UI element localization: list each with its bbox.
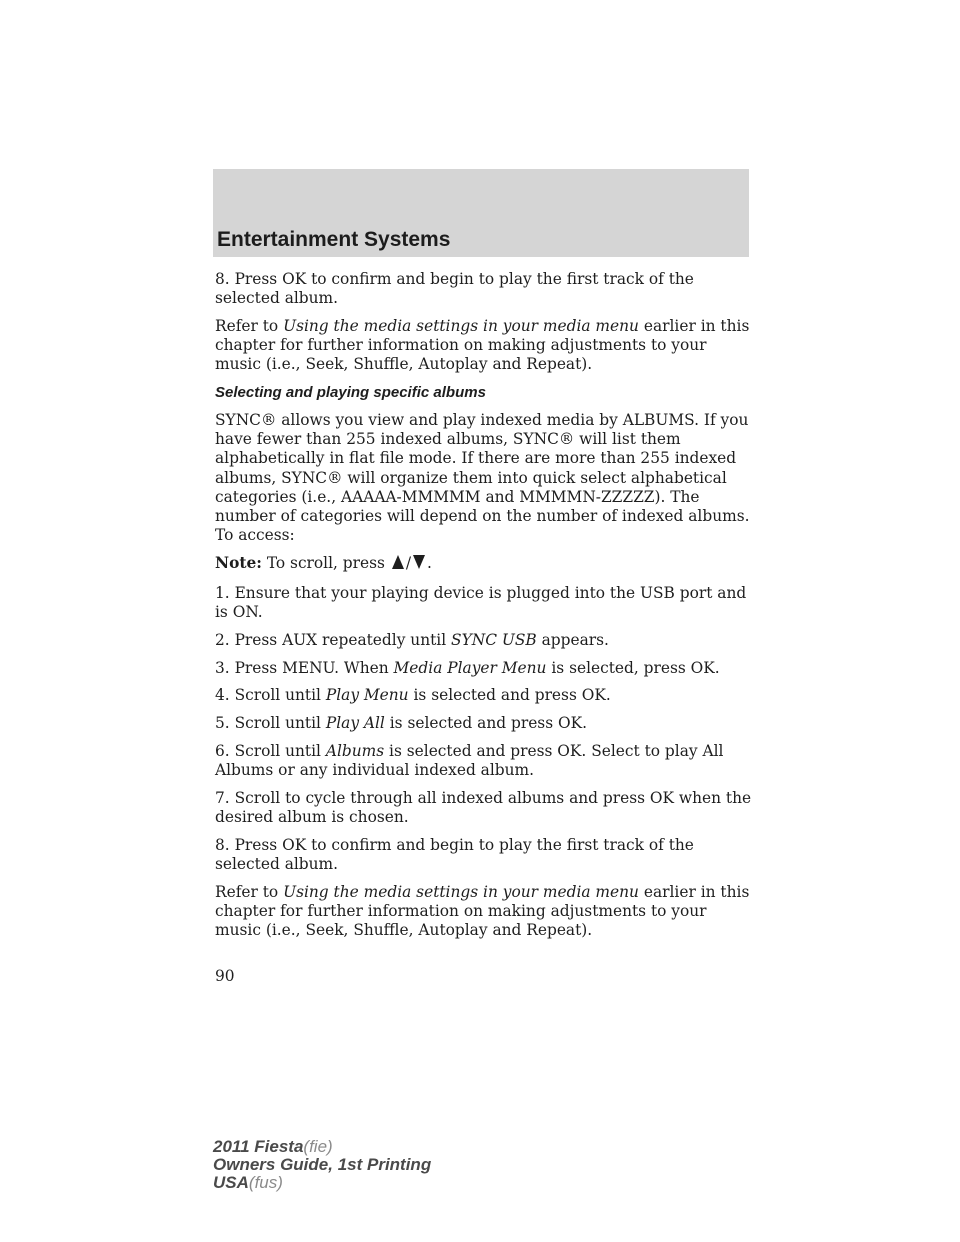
note-label: Note: (215, 554, 262, 573)
note-text: To scroll, press (261, 554, 390, 573)
footer-line-3 (213, 1174, 431, 1192)
print-footer (213, 1138, 431, 1192)
refer-suffix-bottom: earlier in this chapter for further information on making adjustments to your music (i.e., Seek, Shuffle, Autoplay and Repeat). (215, 883, 750, 940)
footer-market-code: (fus) (248, 1173, 283, 1192)
step-5-suffix: is selected and press OK. (384, 714, 588, 733)
step-2 (215, 631, 755, 650)
down-arrow-icon (412, 554, 426, 575)
up-arrow-icon (391, 554, 405, 575)
step-4 (215, 686, 755, 705)
refer-paragraph-bottom (215, 883, 755, 941)
footer-model-code: (fie) (303, 1137, 333, 1156)
section-title: Entertainment Systems (217, 228, 451, 251)
intro-paragraph: SYNC® allows you view and play indexed media by ALBUMS. If you have fewer than 255 indexed albums, SYNC® will list them alphabetically in flat file mode. If there are more than 255 indexed albums, SYNC® will organize them into quick select alphabetical categories (i.e., AAAAA-MMMMM and MMMMN-ZZZZZ). The number of categories will depend on the number of indexed albums. (215, 411, 750, 526)
step-1: 1. Ensure that your playing device is plugged into the USB port and is ON. (215, 583, 747, 622)
page-content (215, 270, 755, 949)
step-4-prefix: 4. Scroll until (215, 686, 326, 705)
refer-link-text-bottom: Using the media settings in your media menu (283, 883, 639, 901)
note-end: . (427, 554, 432, 573)
note-paragraph (215, 554, 755, 575)
step-3-emphasis: Media Player Menu (393, 658, 547, 677)
refer-prefix: Refer to (215, 317, 284, 335)
step-6 (215, 742, 755, 780)
footer-model: 2011 Fiesta (213, 1137, 304, 1156)
step-8-paragraph: 8. Press OK to confirm and begin to play the first track of the selected album. (215, 270, 694, 308)
step-6-prefix: 6. Scroll until (215, 742, 326, 760)
step-2-prefix: 2. Press AUX repeatedly until (215, 630, 452, 649)
section-header-band (213, 169, 749, 257)
page-number: 90 (215, 967, 235, 985)
refer-paragraph (215, 317, 755, 375)
refer-prefix-bottom: Refer to (215, 883, 284, 901)
footer-line-1 (213, 1138, 431, 1156)
step-5-emphasis: Play All (325, 714, 385, 733)
step-5-prefix: 5. Scroll until (215, 714, 326, 733)
step-6-suffix: is selected and press OK. Select to play All Albums or any individual indexed album. (215, 742, 724, 780)
footer-line-2: Owners Guide, 1st Printing (213, 1155, 432, 1174)
step-5 (215, 714, 755, 733)
step-3 (215, 659, 755, 678)
step-8: 8. Press OK to confirm and begin to play the first track of the selected album. (215, 836, 694, 874)
step-6-emphasis: Albums (325, 742, 385, 760)
section-heading: Selecting and playing specific albums (215, 384, 486, 402)
step-2-emphasis: SYNC USB (451, 630, 537, 649)
refer-link-text: Using the media settings in your media menu (283, 317, 639, 335)
step-3-suffix: is selected, press OK. (546, 658, 720, 677)
footer-market: USA (213, 1173, 249, 1192)
step-7: 7. Scroll to cycle through all indexed albums and press OK when the desired album is chosen. (215, 789, 752, 827)
to-access-line: To access: (215, 526, 295, 545)
step-4-suffix: is selected and press OK. (408, 686, 611, 705)
step-3-prefix: 3. Press MENU. When (215, 658, 394, 677)
note-separator: / (405, 554, 412, 573)
step-2-suffix: appears. (536, 630, 609, 649)
refer-suffix: earlier in this chapter for further information on making adjustments to your music (i.e., Seek, Shuffle, Autoplay and Repeat). (215, 317, 750, 374)
step-4-emphasis: Play Menu (325, 686, 409, 705)
